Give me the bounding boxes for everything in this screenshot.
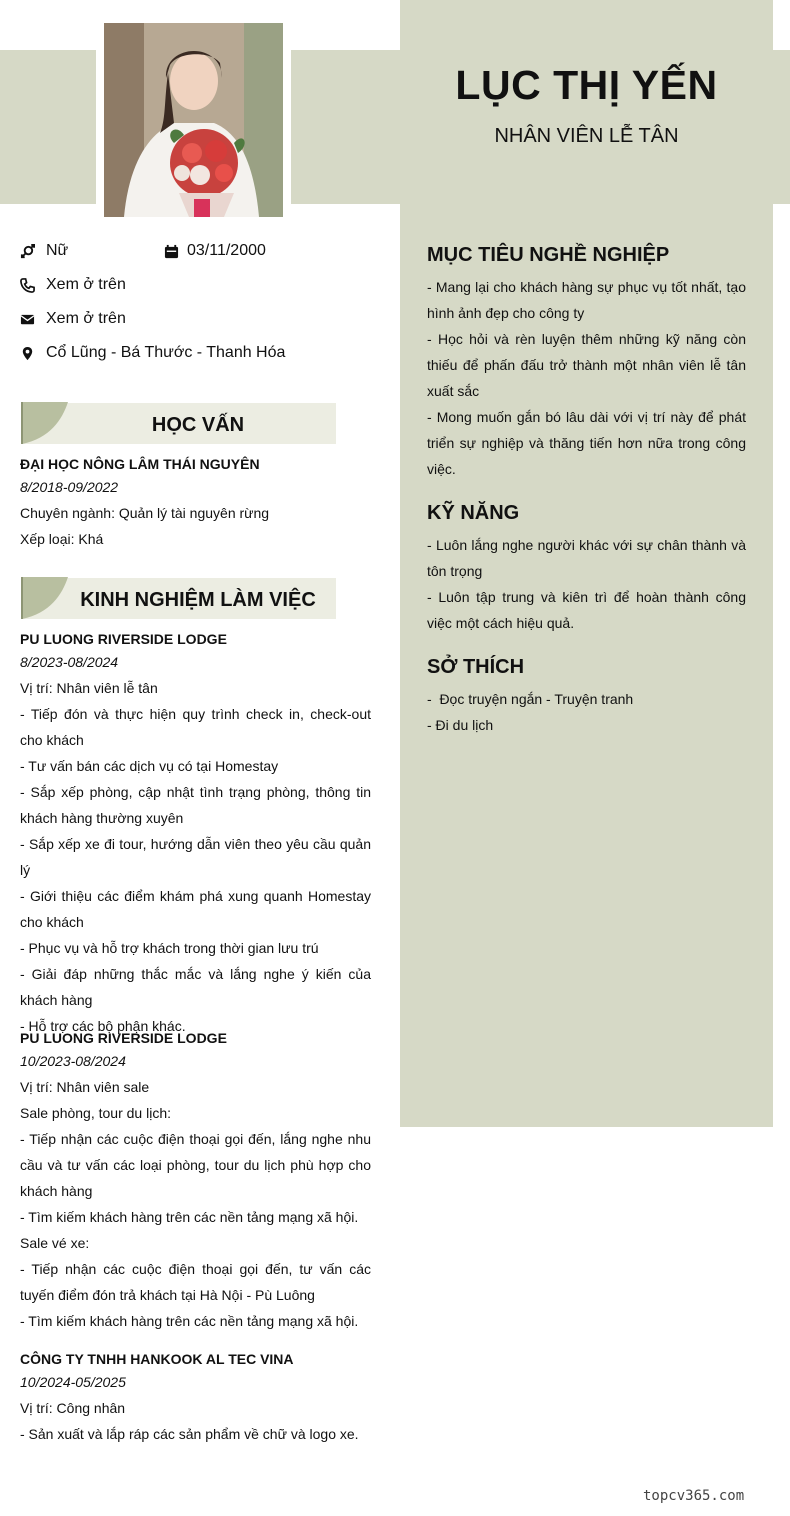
experience-heading — [20, 573, 336, 619]
education-line: Xếp loại: Khá — [20, 531, 104, 547]
objective-line: - Mang lại cho khách hàng sự phục vụ tốt nhất, tạo hình ảnh đẹp cho công ty — [427, 279, 746, 321]
job-block-3 — [20, 1349, 371, 1447]
job-period: 8/2023-08/2024 — [20, 654, 119, 670]
skills-line: - Luôn lắng nghe người khác với sự chân thành và tôn trọng — [427, 537, 746, 579]
birthday-value: 03/11/2000 — [187, 242, 266, 259]
profile-photo — [104, 23, 283, 217]
job-line: - Tiếp nhận các cuộc điện thoại gọi đến, tư vấn các tuyến điểm đón trả khách tại Hà Nội - Pù Luông — [20, 1261, 371, 1303]
calendar-icon — [164, 244, 179, 259]
job-line: - Tìm kiếm khách hàng trên các nền tảng mạng xã hội. — [20, 1313, 359, 1329]
job-line: Sale vé xe: — [20, 1235, 90, 1251]
job-line: - Sản xuất và lắp ráp các sản phẩm về chữ và logo xe. — [20, 1426, 359, 1442]
hobbies-title: SỞ THÍCH — [427, 656, 525, 678]
job-line: Vị trí: Nhân viên lễ tân — [20, 680, 158, 696]
education-title: HỌC VẤN — [151, 414, 245, 436]
job-line: - Tư vấn bán các dịch vụ có tại Homestay — [20, 758, 279, 774]
hobbies-section — [427, 654, 746, 738]
school-name: ĐẠI HỌC NÔNG LÂM THÁI NGUYÊN — [20, 456, 260, 472]
objective-line: - Học hỏi và rèn luyện thêm những kỹ năng còn thiếu để phấn đấu trở thành một nhân viên lễ tân xuất sắc — [427, 331, 746, 399]
job-block-1 — [20, 629, 371, 1039]
job-period: 10/2023-08/2024 — [20, 1053, 126, 1069]
phone-row — [20, 276, 126, 294]
objective-section — [427, 242, 746, 482]
job-line: - Giới thiệu các điểm khám phá xung quanh Homestay cho khách — [20, 888, 371, 930]
education-heading — [20, 398, 336, 444]
watermark: topcv365.com — [643, 1488, 745, 1504]
job-line: - Tiếp đón và thực hiện quy trình check in, check-out cho khách — [20, 706, 371, 748]
hobbies-line: - Đi du lịch — [427, 717, 494, 733]
education-block — [20, 454, 371, 552]
skills-line: - Luôn tập trung và kiên trì để hoàn thành công việc một cách hiệu quả. — [427, 589, 746, 631]
job-line: Vị trí: Nhân viên sale — [20, 1079, 150, 1095]
objective-line: - Mong muốn gắn bó lâu dài với vị trí này để phát triển sự nghiệp và thăng tiến hơn nữa trong công việc. — [427, 409, 746, 477]
job-line: - Sắp xếp xe đi tour, hướng dẫn viên theo yêu cầu quản lý — [20, 836, 371, 878]
job-line: - Phục vụ và hỗ trợ khách trong thời gian lưu trú — [20, 940, 319, 956]
job-line: - Tiếp nhận các cuộc điện thoại gọi đến, lắng nghe nhu cầu và tư vấn các loại phòng, tour du lịch phù hợp cho khách hàng — [20, 1131, 371, 1199]
phone-value: Xem ở trên — [46, 276, 126, 293]
company-name: PU LUONG RIVERSIDE LODGE — [20, 631, 227, 647]
phone-icon — [20, 278, 35, 293]
skills-section — [427, 500, 746, 636]
header-band-edge — [773, 50, 790, 204]
job-line: Vị trí: Công nhân — [20, 1400, 126, 1416]
job-line: Sale phòng, tour du lịch: — [20, 1105, 171, 1121]
job-line: - Sắp xếp phòng, cập nhật tình trạng phòng, thông tin khách hàng thường xuyên — [20, 784, 371, 826]
birthday-row — [164, 242, 266, 260]
address-row — [20, 344, 285, 362]
job-line: - Giải đáp những thắc mắc và lắng nghe ý kiến của khách hàng — [20, 966, 371, 1008]
location-icon — [20, 346, 35, 361]
company-name: PU LUONG RIVERSIDE LODGE — [20, 1030, 227, 1046]
job-title: NHÂN VIÊN LỄ TÂN — [494, 125, 679, 147]
header-band-mid — [291, 50, 400, 204]
job-period: 10/2024-05/2025 — [20, 1374, 126, 1390]
job-line: - Hỗ trợ các bộ phận khác. — [20, 1018, 186, 1034]
email-value: Xem ở trên — [46, 310, 126, 327]
experience-title: KINH NGHIỆM LÀM VIỆC — [80, 589, 316, 611]
company-name: CÔNG TY TNHH HANKOOK AL TEC VINA — [20, 1351, 294, 1367]
education-line: Chuyên ngành: Quản lý tài nguyên rừng — [20, 505, 270, 521]
candidate-name: LỤC THỊ YẾN — [455, 62, 718, 108]
gender-icon — [20, 244, 35, 259]
email-row — [20, 310, 126, 328]
header-band-left — [0, 50, 96, 204]
objective-title: MỤC TIÊU NGHỀ NGHIỆP — [427, 244, 670, 266]
job-block-2 — [20, 1028, 371, 1334]
gender-row — [20, 242, 68, 260]
address-value: Cổ Lũng - Bá Thước - Thanh Hóa — [46, 344, 286, 361]
gender-value: Nữ — [46, 242, 69, 259]
skills-title: KỸ NĂNG — [427, 502, 520, 524]
email-icon — [20, 312, 35, 327]
education-period: 8/2018-09/2022 — [20, 479, 119, 495]
job-line: - Tìm kiếm khách hàng trên các nền tảng mạng xã hội. — [20, 1209, 359, 1225]
hobbies-line: - Đọc truyện ngắn - Truyện tranh — [427, 691, 634, 707]
